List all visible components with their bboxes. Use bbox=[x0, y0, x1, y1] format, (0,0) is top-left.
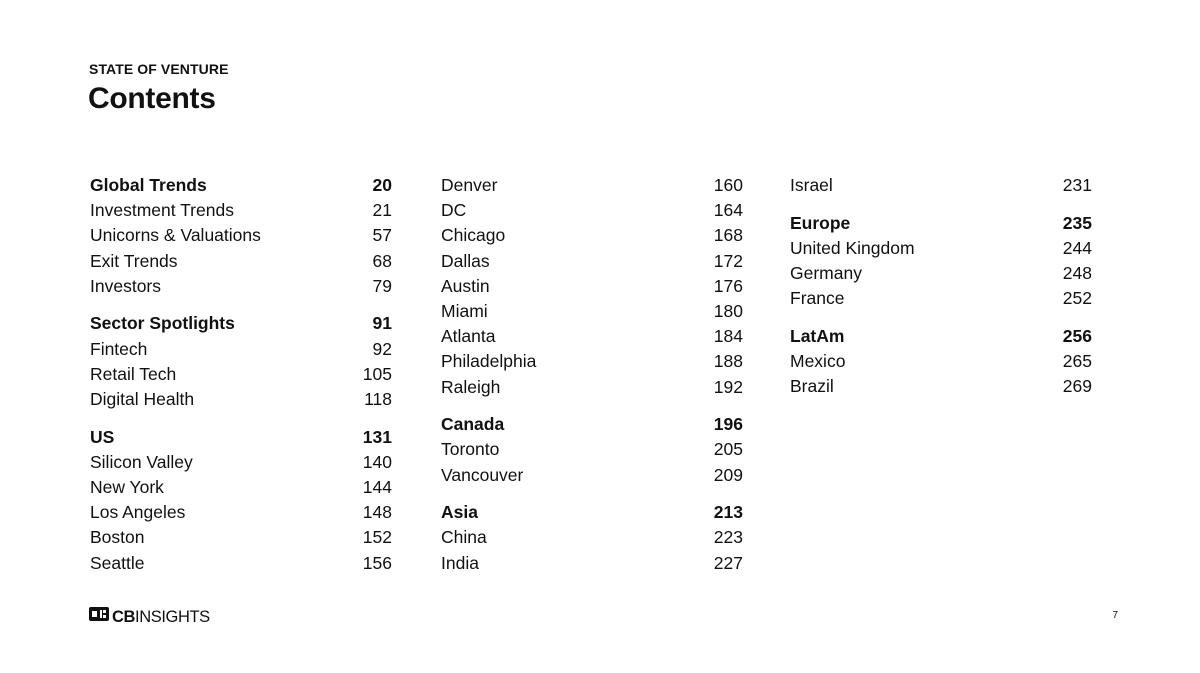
toc-entry-label: Dallas bbox=[441, 250, 490, 271]
toc-entry-page: 164 bbox=[713, 200, 743, 221]
toc-section bbox=[90, 311, 392, 412]
toc-entry[interactable] bbox=[90, 551, 392, 576]
toc-heading-label: Global Trends bbox=[90, 175, 207, 195]
toc-entry-page: 79 bbox=[372, 275, 392, 296]
toc-section-heading[interactable] bbox=[790, 324, 1092, 349]
toc-entry[interactable] bbox=[90, 525, 392, 550]
toc-entry-label: India bbox=[441, 552, 479, 573]
toc-entry[interactable] bbox=[441, 437, 743, 462]
toc-entry[interactable] bbox=[790, 173, 1092, 198]
toc-entry-page: 156 bbox=[362, 552, 392, 573]
toc-section bbox=[790, 173, 1092, 198]
toc-entry-page: 244 bbox=[1062, 237, 1092, 258]
toc-entry-label: Investors bbox=[90, 275, 161, 296]
toc-entry-label: Denver bbox=[441, 175, 498, 195]
toc-heading-page: 20 bbox=[372, 175, 392, 195]
toc-entry-page: 152 bbox=[362, 527, 392, 548]
toc-entry-label: Raleigh bbox=[441, 376, 501, 397]
toc-entry-label: Investment Trends bbox=[90, 200, 234, 221]
toc-section-heading[interactable] bbox=[90, 173, 392, 198]
toc-entry-page: 160 bbox=[713, 175, 743, 195]
toc-entry-label: Vancouver bbox=[441, 464, 524, 485]
toc-section bbox=[790, 324, 1092, 400]
toc-column-1 bbox=[90, 173, 392, 588]
toc-entry-label: Seattle bbox=[90, 552, 145, 573]
toc-heading-label: Canada bbox=[441, 414, 505, 435]
report-kicker: STATE OF VENTURE bbox=[89, 61, 229, 77]
toc-entry-page: 148 bbox=[362, 502, 392, 523]
toc-entry-page: 209 bbox=[713, 464, 743, 485]
toc-section-heading[interactable] bbox=[90, 311, 392, 336]
toc-entry[interactable] bbox=[441, 349, 743, 374]
toc-entry[interactable] bbox=[441, 375, 743, 400]
toc-entry-page: 57 bbox=[372, 225, 392, 246]
toc-entry[interactable] bbox=[441, 198, 743, 223]
toc-entry-page: 231 bbox=[1062, 175, 1092, 195]
toc-entry-label: Brazil bbox=[790, 376, 834, 397]
toc-entry-page: 265 bbox=[1062, 351, 1092, 372]
toc-entry[interactable] bbox=[441, 249, 743, 274]
toc-entry-label: DC bbox=[441, 200, 467, 221]
toc-entry-page: 168 bbox=[713, 225, 743, 246]
toc-entry[interactable] bbox=[90, 500, 392, 525]
toc-entry[interactable] bbox=[90, 450, 392, 475]
toc-entry-page: 205 bbox=[713, 439, 743, 460]
page-number: 7 bbox=[1112, 610, 1118, 621]
toc-entry-label: China bbox=[441, 527, 487, 548]
toc-entry-page: 192 bbox=[713, 376, 743, 397]
toc-entry[interactable] bbox=[441, 551, 743, 576]
toc-entry-label: France bbox=[790, 288, 845, 309]
toc-entry-label: Retail Tech bbox=[90, 363, 177, 384]
toc-entry-page: 172 bbox=[713, 250, 743, 271]
toc-entry-page: 176 bbox=[713, 275, 743, 296]
toc-entry-page: 252 bbox=[1062, 288, 1092, 309]
toc-entry[interactable] bbox=[90, 198, 392, 223]
toc-entry-label: Los Angeles bbox=[90, 502, 186, 523]
toc-section-heading[interactable] bbox=[90, 425, 392, 450]
toc-heading-page: 131 bbox=[362, 426, 392, 447]
toc-entry[interactable] bbox=[441, 223, 743, 248]
toc-section bbox=[90, 425, 392, 576]
toc-entry-page: 180 bbox=[713, 300, 743, 321]
toc-entry-page: 223 bbox=[713, 527, 743, 548]
toc-entry-label: Boston bbox=[90, 527, 145, 548]
toc-entry[interactable] bbox=[441, 525, 743, 550]
toc-entry[interactable] bbox=[90, 362, 392, 387]
toc-entry[interactable] bbox=[441, 274, 743, 299]
toc-entry-page: 68 bbox=[372, 250, 392, 271]
toc-entry-page: 21 bbox=[372, 200, 392, 221]
logo-text-insights: INSIGHTS bbox=[135, 607, 210, 626]
toc-entry-page: 118 bbox=[364, 389, 392, 409]
toc-column-3 bbox=[790, 173, 1092, 412]
toc-entry-page: 144 bbox=[362, 477, 392, 498]
toc-entry-label: Silicon Valley bbox=[90, 451, 193, 472]
toc-heading-page: 235 bbox=[1062, 212, 1092, 233]
toc-column-2 bbox=[441, 173, 743, 588]
toc-entry[interactable] bbox=[90, 249, 392, 274]
toc-entry-page: 92 bbox=[372, 338, 392, 359]
toc-entry[interactable] bbox=[90, 274, 392, 299]
toc-entry-label: Toronto bbox=[441, 439, 500, 460]
toc-entry-label: Fintech bbox=[90, 338, 148, 359]
cb-insights-logo bbox=[89, 607, 210, 626]
toc-entry-label: Exit Trends bbox=[90, 250, 178, 271]
toc-entry-label: Austin bbox=[441, 275, 490, 296]
toc-entry-page: 227 bbox=[713, 552, 743, 573]
toc-section bbox=[790, 211, 1092, 312]
toc-heading-label: Sector Spotlights bbox=[90, 313, 235, 334]
toc-section bbox=[441, 173, 743, 400]
cb-insights-wordmark bbox=[112, 608, 210, 626]
cb-insights-logo-icon bbox=[89, 607, 109, 626]
toc-entry[interactable] bbox=[441, 299, 743, 324]
toc-entry-label: Mexico bbox=[790, 351, 846, 372]
toc-entry[interactable] bbox=[441, 173, 743, 198]
toc-entry-label: Miami bbox=[441, 300, 488, 321]
toc-heading-page: 196 bbox=[713, 414, 743, 435]
toc-entry-label: Atlanta bbox=[441, 326, 496, 347]
toc-entry[interactable] bbox=[90, 337, 392, 362]
toc-entry[interactable] bbox=[790, 349, 1092, 374]
toc-section bbox=[90, 173, 392, 299]
toc-entry[interactable] bbox=[441, 324, 743, 349]
toc-entry-page: 188 bbox=[713, 351, 743, 372]
toc-entry[interactable] bbox=[790, 236, 1092, 261]
toc-entry[interactable] bbox=[790, 261, 1092, 286]
toc-heading-label: LatAm bbox=[790, 325, 845, 346]
logo-text-cb: CB bbox=[112, 607, 136, 626]
toc-section-heading[interactable] bbox=[441, 412, 743, 437]
toc-heading-label: Europe bbox=[790, 212, 851, 233]
toc-entry[interactable] bbox=[790, 374, 1092, 399]
toc-entry-page: 140 bbox=[362, 451, 392, 472]
toc-heading-page: 256 bbox=[1062, 325, 1092, 346]
toc-section-heading[interactable] bbox=[790, 211, 1092, 236]
toc-entry-label: Israel bbox=[790, 175, 833, 195]
toc-entry-label: New York bbox=[90, 477, 164, 498]
toc-entry-label: Germany bbox=[790, 263, 862, 284]
toc-entry[interactable] bbox=[790, 286, 1092, 311]
toc-entry-label: Philadelphia bbox=[441, 351, 537, 372]
toc-entry-label: Digital Health bbox=[90, 389, 195, 409]
toc-entry-page: 248 bbox=[1062, 263, 1092, 284]
toc-entry-label: United Kingdom bbox=[790, 237, 915, 258]
toc-heading-page: 213 bbox=[713, 502, 743, 523]
toc-heading-page: 91 bbox=[372, 313, 392, 334]
toc-heading-label: US bbox=[90, 426, 115, 447]
toc-entry-label: Chicago bbox=[441, 225, 506, 246]
toc-section bbox=[441, 412, 743, 488]
toc-entry-page: 105 bbox=[362, 363, 392, 384]
toc-heading-label: Asia bbox=[441, 502, 478, 523]
toc-entry[interactable] bbox=[90, 475, 392, 500]
toc-entry-page: 184 bbox=[713, 326, 743, 347]
toc-entry-label: Unicorns & Valuations bbox=[90, 225, 261, 246]
toc-entry[interactable] bbox=[441, 463, 743, 488]
page-title: Contents bbox=[88, 82, 216, 115]
toc-entry[interactable] bbox=[90, 223, 392, 248]
toc-section-heading[interactable] bbox=[441, 500, 743, 525]
toc-entry-page: 269 bbox=[1062, 376, 1092, 397]
toc-section bbox=[441, 500, 743, 576]
toc-entry[interactable] bbox=[90, 387, 392, 412]
